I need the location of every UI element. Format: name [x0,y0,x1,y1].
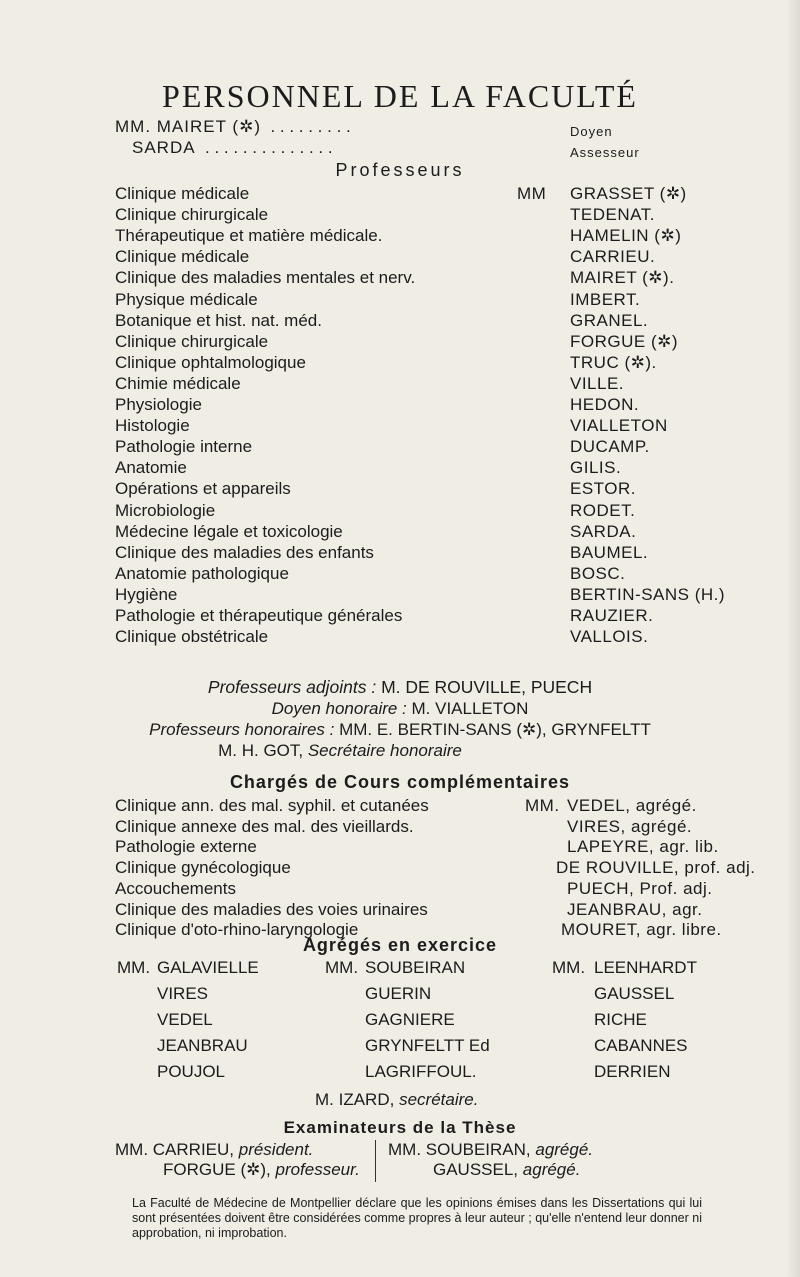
complementaire-row [115,858,756,880]
professeur-name: VIALLETON [570,416,668,436]
agrege-name: GAGNIERE [365,1010,455,1029]
lecturer-name: MOURET, agr. libre. [561,920,722,940]
examinateur-name: MM. SOUBEIRAN, [388,1140,531,1159]
examinateur-title: agrégé. [535,1140,594,1159]
professeur-row [115,268,695,290]
officer-doyen [115,117,575,137]
examinateur-title: agrégé. [522,1160,581,1179]
chair-label: Pathologie interne [115,437,253,457]
chair-label: Médecine légale et toxicologie [115,521,343,541]
honoraires-names: MM. E. BERTIN-SANS (✲), GRYNFELTT [339,720,651,739]
examinateur-name: FORGUE (✲), [163,1160,271,1179]
agreges-prefix: MM. [117,958,151,977]
professeur-row [115,501,695,523]
chair-label: Thérapeutique et matière médicale. [115,226,383,246]
chair-label: Pathologie et thérapeutique générales [115,606,403,625]
agrege-name: GUERIN [365,984,432,1003]
professeur-row [115,395,695,417]
agreges-column-2 [325,955,490,1085]
chair-label: Histologie [115,416,190,436]
complementaire-row [115,900,715,922]
agreges-prefix: MM. [552,958,586,977]
page-edge-shadow [786,0,800,1277]
professeur-row [115,332,695,354]
professeur-row [115,627,695,649]
examinateur [388,1160,593,1180]
professeur-row [115,522,695,544]
professeur-row [115,247,695,269]
professeur-name: IMBERT. [570,289,641,309]
lecturer-name: VEDEL, agrégé. [567,796,697,815]
professeur-name: HEDON. [570,395,640,414]
complementaire-row [115,817,715,839]
secretaire-label: secrétaire. [399,1090,479,1109]
professeur-row [115,564,695,586]
lecturer-name: LAPEYRE, agr. lib. [567,837,719,857]
honoraires-label: Professeurs honoraires : [149,720,335,739]
chair-label: Clinique médicale [115,247,250,267]
lecturer-name: PUECH, Prof. adj. [567,878,713,898]
examinateur-title: professeur. [275,1160,360,1179]
column-divider [375,1140,376,1182]
chair-label: Botanique et hist. nat. méd. [115,310,322,330]
professeur-name: TEDENAT. [570,205,655,225]
complementaire-row [115,837,719,859]
professeur-row [115,437,695,459]
disclaimer-note: La Faculté de Médecine de Montpellier déclare que les opinions émises dans les Dissertations qui lui sont présentées doivent être considérées comme propres à leur auteur ; qu'elle n'entend leur donner ni approbation, ni improbation. [132,1196,702,1240]
officer-assesseur-role [570,142,640,162]
chair-label: Hygiène [115,584,178,604]
course-label: Clinique annexe des mal. des vieillards. [115,816,414,836]
professeur-name: ESTOR. [570,479,636,499]
chair-label: Clinique ophtalmologique [115,352,306,372]
agrege-name: VEDEL [157,1010,213,1029]
course-label: Clinique ann. des mal. syphil. et cutanées [115,796,429,815]
complementaire-row [115,879,715,901]
professeur-row [115,205,695,227]
professeur-name: RAUZIER. [570,606,654,625]
chair-label: Clinique obstétricale [115,627,269,647]
professeur-name: GRASSET (✲) [570,184,687,203]
officer-role: Assesseur [570,145,640,160]
complementaires-prefix: MM. [525,796,560,815]
examinateur-name: MM. CARRIEU, [115,1140,234,1159]
professeur-row [115,290,695,312]
professeur-name: BERTIN-SANS (H.) [570,584,726,604]
agrege-name: GALAVIELLE [157,958,259,977]
professeur-name: BAUMEL. [570,542,649,562]
agrege-name: LEENHARDT [594,958,697,977]
professeur-name: GILIS. [570,458,622,478]
examinateurs-right [388,1140,593,1180]
agreges-heading: Agrégés en exercice [302,935,498,955]
agrege-name: DERRIEN [594,1062,671,1081]
doyen-honoraire-line [0,699,800,719]
professeur-name: MAIRET (✲). [570,268,675,288]
chair-label: Clinique chirurgicale [115,205,269,225]
agrege-name: GRYNFELTT Ed [365,1036,490,1055]
agrege-name: SOUBEIRAN [365,958,466,977]
secretaire-name: M. IZARD, [315,1090,395,1109]
professeur-row [115,416,695,438]
doyen-honoraire-label: Doyen honoraire : [271,699,407,718]
secretaire-honoraire-label: Secrétaire honoraire [307,741,462,760]
chair-label: Physiologie [115,395,202,414]
professeur-row [115,374,695,396]
professeur-name: RODET. [570,500,636,520]
professeur-name: DUCAMP. [570,437,650,457]
officer-name: SARDA [132,138,196,157]
chair-label: Clinique médicale [115,184,250,203]
agrege-name: LAGRIFFOUL. [365,1062,477,1081]
chair-label: Opérations et appareils [115,479,291,499]
lecturer-name: DE ROUVILLE, prof. adj. [556,858,756,878]
complementaire-row [115,796,715,818]
professeur-name: VALLOIS. [570,627,649,647]
examinateur-name: GAUSSEL, [433,1160,519,1179]
chair-label: Clinique chirurgicale [115,331,269,351]
adjoints-label: Professeurs adjoints : [207,677,377,697]
chair-label: Physique médicale [115,289,258,309]
officer-role: Doyen [570,124,613,139]
examinateur [115,1160,360,1180]
chair-label: Clinique des maladies des enfants [115,542,374,562]
agrege-name: CABANNES [594,1036,688,1055]
professeur-row [115,606,695,628]
chair-label: Anatomie [115,458,187,478]
agreges-column-3 [552,955,697,1085]
complementaires-heading: Chargés de Cours complémentaires [229,772,571,792]
officer-doyen-role [570,121,613,141]
secretaire-honoraire-line [0,741,740,761]
course-label: Clinique gynécologique [115,858,291,878]
secretaire-honoraire-name: M. H. GOT, [218,741,304,760]
agreges-prefix: MM. [325,958,359,977]
professeurs-prefix: MM [517,184,547,203]
professeur-name: FORGUE (✲) [570,331,679,351]
professeur-row [115,479,695,501]
chair-label: Chimie médicale [115,373,241,393]
professeur-name: GRANEL. [570,310,649,330]
examinateur-title: président. [238,1140,314,1159]
agrege-name: JEANBRAU [157,1036,248,1055]
officer-assesseur [132,138,572,158]
adjoints-line [0,677,800,698]
professeur-name: VILLE. [570,373,625,393]
agrege-name: GAUSSEL [594,984,675,1003]
officer-name: MM. MAIRET (✲) [115,117,261,136]
leader-dots: . . . . . . . . . . . . . . [200,138,333,157]
professeur-row [115,458,695,480]
agrege-name: RICHE [594,1010,647,1029]
examinateurs-heading: Examinateurs de la Thèse [283,1118,517,1137]
professeur-name: SARDA. [570,521,637,541]
chair-label: Anatomie pathologique [115,563,289,583]
professeur-name: HAMELIN (✲) [570,226,682,246]
leader-dots: . . . . . . . . . [265,117,351,136]
chair-label: Clinique des maladies mentales et nerv. [115,268,416,288]
course-label: Clinique des maladies des voies urinaires [115,899,428,919]
lecturer-name: VIRES, agrégé. [567,816,693,836]
course-label: Accouchements [115,878,236,898]
agreges-column-1 [117,955,259,1085]
adjoints-names: M. DE ROUVILLE, PUECH [381,677,593,697]
doyen-honoraire-name: M. VIALLETON [411,699,529,718]
honoraires-line [0,720,800,740]
professeur-row [115,353,695,375]
agrege-name: POUJOL [157,1062,226,1081]
agrege-name: VIRES [157,984,209,1003]
chair-label: Microbiologie [115,500,216,520]
course-label: Clinique d'oto-rhino-laryngologie [115,920,359,940]
course-label: Pathologie externe [115,837,257,857]
professeur-name: CARRIEU. [570,247,656,267]
professeur-name: BOSC. [570,563,626,583]
examinateurs-left [115,1140,360,1180]
professeurs-heading: Professeurs [335,160,465,180]
examinateur [115,1140,360,1160]
professeur-row [115,311,695,333]
professeur-row [115,584,726,607]
secretaire-line [315,1090,478,1110]
professeur-row [115,543,695,565]
page-title: PERSONNEL DE LA FACULTÉ [162,78,638,114]
professeur-row [115,226,695,248]
examinateur [388,1140,593,1160]
lecturer-name: JEANBRAU, agr. [567,899,703,919]
professeur-row [115,184,695,206]
professeur-name: TRUC (✲). [570,352,657,372]
